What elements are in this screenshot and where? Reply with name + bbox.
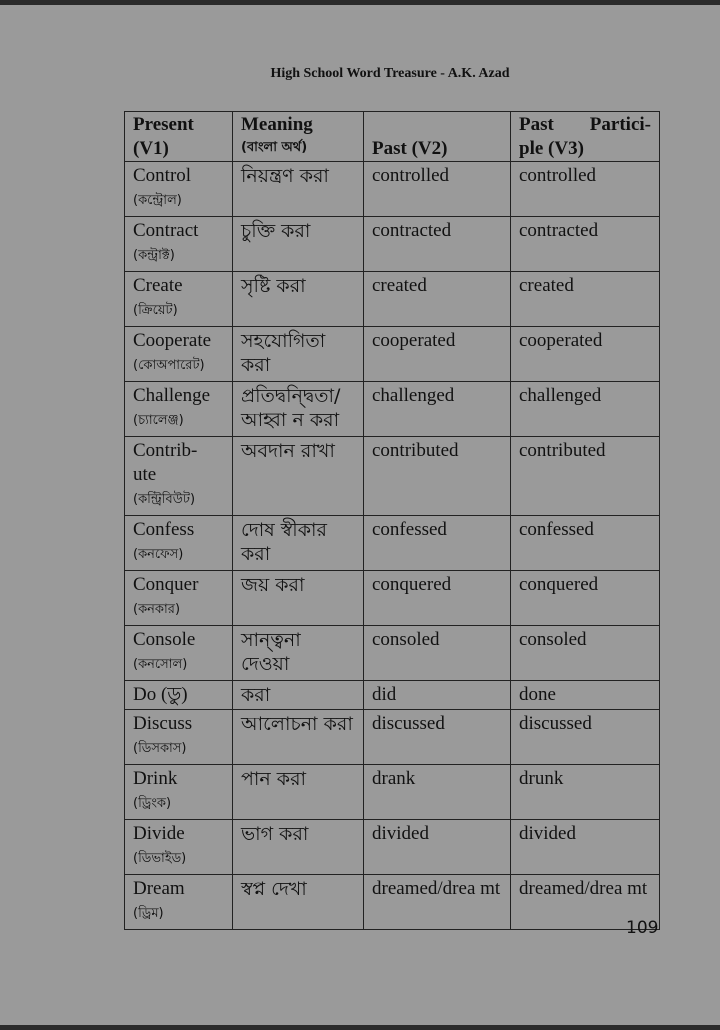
cell-past-participle: challenged (511, 382, 660, 437)
cell-past-participle: cooperated (511, 327, 660, 382)
cell-past-participle: confessed (511, 516, 660, 571)
header-meaning-line1: Meaning (241, 114, 313, 135)
header-meaning (233, 112, 364, 162)
pronunciation: (চ্যালেঞ্জ) (133, 413, 184, 428)
pronunciation: (কনসোল) (133, 657, 188, 672)
cell-past-participle: conquered (511, 571, 660, 626)
cell-past-participle: dreamed/drea mt (511, 875, 660, 930)
cell-present (125, 626, 233, 681)
cell-meaning: অবদান রাখা (233, 437, 364, 516)
table-row (125, 217, 660, 272)
header-pp-line2: ple (V3) (519, 138, 584, 159)
pronunciation: (কন্ট্রাক্ট) (133, 248, 175, 263)
cell-meaning: স্বপ্ন দেখা (233, 875, 364, 930)
cell-meaning: আলোচনা করা (233, 710, 364, 765)
cell-meaning: ভাগ করা (233, 820, 364, 875)
cell-present (125, 162, 233, 217)
table-row (125, 162, 660, 217)
verb-forms-table (124, 111, 660, 930)
present-word: Challenge (133, 385, 211, 406)
cell-present (125, 516, 233, 571)
bottom-edge-bar (0, 1025, 720, 1030)
present-word: Create (133, 275, 183, 296)
header-past-participle (511, 112, 660, 162)
cell-meaning: প্রতিদ্বন্দ্বিতা/আহ্বা ন করা (233, 382, 364, 437)
pronunciation: (কন্ট্রোল) (133, 193, 182, 208)
pronunciation: (ড্রিম) (133, 906, 164, 921)
cell-past: controlled (364, 162, 511, 217)
present-word: Cooperate (133, 330, 212, 351)
cell-past: challenged (364, 382, 511, 437)
header-past (364, 112, 511, 162)
cell-past: contributed (364, 437, 511, 516)
cell-present (125, 272, 233, 327)
table-row (125, 516, 660, 571)
cell-past: cooperated (364, 327, 511, 382)
pronunciation: (কনকার) (133, 602, 181, 617)
cell-meaning: জয় করা (233, 571, 364, 626)
cell-meaning: পান করা (233, 765, 364, 820)
cell-present (125, 681, 233, 710)
cell-past-participle: drunk (511, 765, 660, 820)
header-pp-line1: Past Partici- (519, 114, 651, 135)
cell-present (125, 571, 233, 626)
table-row (125, 437, 660, 516)
present-word: Dream (133, 878, 185, 899)
cell-past-participle: contracted (511, 217, 660, 272)
cell-present (125, 875, 233, 930)
present-word: Drink (133, 768, 178, 789)
pronunciation: (ড্রিংক) (133, 796, 172, 811)
page-header: High School Word Treasure - A.K. Azad (270, 66, 510, 81)
present-word: Conquer (133, 574, 199, 595)
cell-present (125, 327, 233, 382)
cell-past: dreamed/drea mt (364, 875, 511, 930)
table-row (125, 382, 660, 437)
present-word: Do (ডু) (133, 684, 188, 705)
cell-past: consoled (364, 626, 511, 681)
page-number: 109 (626, 918, 659, 938)
cell-past: confessed (364, 516, 511, 571)
header-meaning-line2: (বাংলা অর্থ) (241, 140, 308, 155)
cell-past-participle: consoled (511, 626, 660, 681)
cell-past: divided (364, 820, 511, 875)
table-header-row (125, 112, 660, 162)
present-word: Contract (133, 220, 199, 241)
cell-past: drank (364, 765, 511, 820)
table-row (125, 875, 660, 930)
pronunciation: (কন্ট্রিবিউট) (133, 492, 196, 507)
table-row (125, 626, 660, 681)
table-row (125, 571, 660, 626)
cell-past: did (364, 681, 511, 710)
pronunciation: (ডিভাইড) (133, 851, 187, 866)
table-row (125, 765, 660, 820)
table-row (125, 327, 660, 382)
cell-meaning: সৃষ্টি করা (233, 272, 364, 327)
header-past-label: Past (V2) (372, 138, 448, 159)
present-word: Console (133, 629, 196, 650)
cell-past: discussed (364, 710, 511, 765)
cell-present (125, 710, 233, 765)
pronunciation: (কনফেস) (133, 547, 184, 562)
present-word: Divide (133, 823, 185, 844)
cell-past: conquered (364, 571, 511, 626)
header-present-line2: (V1) (133, 138, 169, 159)
present-word: Contrib- ute (133, 440, 198, 485)
present-word: Confess (133, 519, 195, 540)
cell-present (125, 820, 233, 875)
cell-meaning: সহযোগিতা করা (233, 327, 364, 382)
cell-past-participle: done (511, 681, 660, 710)
cell-present (125, 437, 233, 516)
pronunciation: (কোঅপারেট) (133, 358, 205, 373)
pronunciation: (ক্রিয়েট) (133, 303, 178, 318)
header-present (125, 112, 233, 162)
cell-present (125, 765, 233, 820)
cell-meaning: নিয়ন্ত্রণ করা (233, 162, 364, 217)
cell-present (125, 382, 233, 437)
cell-meaning: দোষ স্বীকার করা (233, 516, 364, 571)
cell-meaning: চুক্তি করা (233, 217, 364, 272)
cell-meaning: করা (233, 681, 364, 710)
table-row (125, 272, 660, 327)
pronunciation: (ডিসকাস) (133, 741, 187, 756)
cell-past-participle: controlled (511, 162, 660, 217)
cell-meaning: সান্ত্বনা দেওয়া (233, 626, 364, 681)
cell-past-participle: contributed (511, 437, 660, 516)
cell-past: contracted (364, 217, 511, 272)
table-row (125, 820, 660, 875)
cell-present (125, 217, 233, 272)
table-row (125, 710, 660, 765)
cell-past: created (364, 272, 511, 327)
table-row (125, 681, 660, 710)
top-edge-bar (0, 0, 720, 5)
present-word: Discuss (133, 713, 193, 734)
cell-past-participle: discussed (511, 710, 660, 765)
present-word: Control (133, 165, 192, 186)
cell-past-participle: divided (511, 820, 660, 875)
cell-past-participle: created (511, 272, 660, 327)
header-present-line1: Present (133, 114, 194, 135)
